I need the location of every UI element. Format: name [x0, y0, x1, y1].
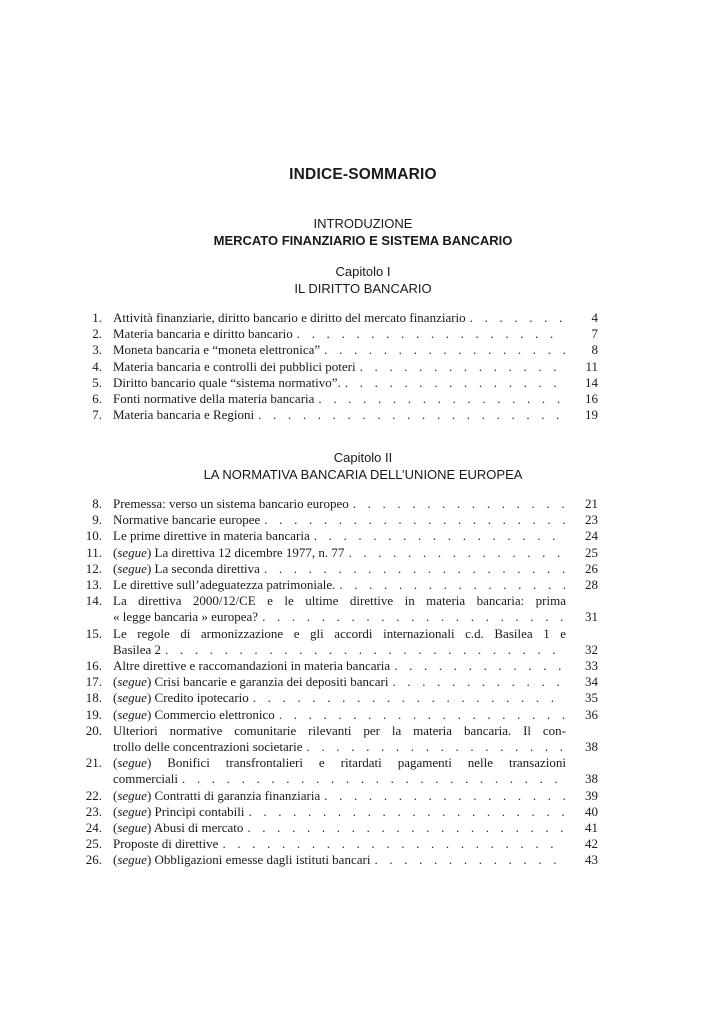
leader-dots	[349, 496, 566, 512]
leader-dots	[293, 326, 566, 342]
leader-dots	[320, 788, 566, 804]
leader-dots	[260, 561, 566, 577]
entry-page: 41	[585, 820, 598, 836]
entry-number: 7.	[92, 407, 102, 423]
entry-title: Altre direttive e raccomandazioni in materia bancaria	[113, 658, 391, 674]
toc-entry[interactable]	[84, 626, 598, 658]
entry-page: 23	[585, 512, 598, 528]
toc-entry[interactable]	[84, 593, 598, 625]
segue-label: segue	[117, 706, 147, 722]
chapter-2-title: LA NORMATIVA BANCARIA DELL’UNIONE EUROPEA	[203, 467, 523, 482]
entry-page: 31	[585, 609, 598, 625]
entry-title: La direttiva 12 dicembre 1977, n. 77	[154, 544, 345, 560]
entry-number: 18.	[85, 690, 102, 706]
entry-title: Moneta bancaria e “moneta elettronica”	[113, 342, 321, 358]
entry-number: 16.	[85, 658, 102, 674]
toc-entry[interactable]: 12. (segue) La seconda direttiva . . . 26	[84, 561, 598, 577]
entry-title-line-1: Bonifici transfrontalieri e ritardati pagamenti nelle transazioni	[167, 755, 566, 771]
entry-title-line-2: commerciali	[113, 771, 178, 787]
segue-label: segue	[117, 560, 147, 576]
toc-entry[interactable]	[84, 342, 598, 358]
entry-title-line-1: Le regole di armonizzazione e gli accordi internazionali c.d. Basilea 1 e	[113, 625, 566, 641]
toc-entry[interactable]	[84, 658, 598, 674]
entry-title-line-2: trollo delle concentrazioni societarie	[113, 739, 303, 755]
page-title: INDICE-SOMMARIO	[289, 166, 437, 183]
entry-title-line-2: Basilea 2	[113, 641, 162, 657]
entry-page: 40	[585, 803, 598, 819]
segue-label: segue	[117, 755, 147, 771]
entry-page: 7	[591, 326, 598, 342]
entry-title: Proposte di direttive	[113, 836, 219, 852]
entry-number: 19.	[85, 706, 102, 722]
chapter-1-label: Capitolo I	[335, 264, 391, 279]
toc-entry[interactable]	[84, 836, 598, 852]
toc-entry[interactable]: 17. (segue) Crisi bancarie e garanzia dei depositi bancari . . . 34	[84, 674, 598, 690]
entry-number: 14.	[85, 593, 102, 609]
leader-dots	[258, 609, 566, 625]
entry-page: 38	[585, 771, 598, 787]
segue-label: segue	[117, 803, 147, 819]
entry-title-line-1: La direttiva 2000/12/CE e le ultime direttive in materia bancaria: prima	[113, 593, 566, 609]
toc-entry[interactable]	[84, 407, 598, 423]
entry-number: 22.	[85, 787, 102, 803]
toc-entry[interactable]: 19. (segue) Commercio elettronico . . . 36	[84, 707, 598, 723]
leader-dots	[356, 359, 566, 375]
entry-number: 13.	[85, 577, 102, 593]
toc-entry[interactable]	[84, 577, 598, 593]
toc-entry[interactable]: 21. (segue) Bonifici transfrontalieri e ritardati pagamenti nelle transazioni commerciali . . . 38	[84, 755, 598, 787]
entry-title: Contratti di garanzia finanziaria	[154, 787, 321, 803]
entry-title: Fonti normative della materia bancaria	[113, 391, 315, 407]
entry-page: 8	[591, 342, 598, 358]
chapter-2-label: Capitolo II	[333, 450, 393, 465]
entry-page: 42	[585, 836, 598, 852]
entry-number: 5.	[92, 374, 102, 390]
leader-dots	[161, 642, 566, 658]
toc-entry[interactable]: 18. (segue) Credito ipotecario . . . 35	[84, 690, 598, 706]
leader-dots	[218, 836, 566, 852]
entry-page: 16	[585, 391, 598, 407]
entry-number: 24.	[85, 820, 102, 836]
leader-dots	[310, 528, 566, 544]
entry-title: Le prime direttive in materia bancaria	[113, 528, 310, 544]
entry-page: 33	[585, 658, 598, 674]
entry-title: Diritto bancario quale “sistema normativo”.	[113, 374, 341, 390]
leader-dots	[388, 674, 566, 690]
entry-page: 35	[585, 690, 598, 706]
toc-entry[interactable]	[84, 375, 598, 391]
chapter-2-toc	[84, 496, 598, 869]
entry-page: 34	[585, 674, 598, 690]
entry-title: Materia bancaria e Regioni	[113, 407, 255, 423]
chapter-1-title: IL DIRITTO BANCARIO	[294, 281, 432, 296]
entry-number: 4.	[92, 358, 102, 374]
leader-dots	[178, 771, 566, 787]
segue-label: segue	[117, 690, 147, 706]
entry-number: 11.	[86, 544, 102, 560]
leader-dots	[341, 375, 566, 391]
segue-label: segue	[117, 787, 147, 803]
entry-number: 10.	[85, 528, 102, 544]
entry-title: Attività finanziarie, diritto bancario e diritto del mercato finanziario	[113, 310, 466, 325]
entry-title-line-2: « legge bancaria » europea?	[113, 609, 259, 625]
entry-page: 4	[591, 310, 598, 325]
leader-dots	[303, 739, 567, 755]
toc-entry[interactable]: 23. (segue) Principi contabili . . . 40	[84, 804, 598, 820]
leader-dots	[390, 658, 566, 674]
introduction-title: MERCATO FINANZIARIO E SISTEMA BANCARIO	[213, 233, 513, 248]
toc-entry[interactable]: 22. (segue) Contratti di garanzia finanziaria . . . 39	[84, 788, 598, 804]
entry-title: Normative bancarie europee	[113, 512, 261, 528]
entry-page: 25	[585, 544, 598, 560]
entry-page: 11	[585, 358, 598, 374]
entry-title: Crisi bancarie e garanzia dei depositi bancari	[154, 674, 389, 690]
entry-title: La seconda direttiva	[154, 560, 260, 576]
entry-page: 39	[585, 787, 598, 803]
entry-title: Materia bancaria e controlli dei pubblici poteri	[113, 358, 356, 374]
toc-entry[interactable]	[84, 528, 598, 544]
entry-title: Materia bancaria e diritto bancario	[113, 326, 293, 342]
entry-title: Principi contabili	[154, 803, 245, 819]
toc-entry[interactable]: 24. (segue) Abusi di mercato . . . 41	[84, 820, 598, 836]
leader-dots	[243, 820, 566, 836]
entry-number: 3.	[92, 342, 102, 358]
entry-number: 15.	[85, 625, 102, 641]
entry-number: 26.	[85, 852, 102, 868]
entry-number: 1.	[92, 310, 102, 325]
leader-dots	[370, 852, 566, 868]
entry-number: 2.	[92, 326, 102, 342]
entry-title: Le direttive sull’adeguatezza patrimoniale.	[113, 577, 336, 593]
entry-title: Abusi di mercato	[153, 820, 244, 836]
entry-page: 21	[585, 496, 598, 511]
entry-title: Premessa: verso un sistema bancario europeo	[113, 496, 349, 511]
segue-label: segue	[117, 544, 147, 560]
entry-number: 6.	[92, 391, 102, 407]
segue-label: segue	[117, 820, 147, 836]
entry-page: 24	[585, 528, 598, 544]
leader-dots	[335, 577, 566, 593]
leader-dots	[320, 342, 566, 358]
leader-dots	[344, 545, 566, 561]
entry-title-line-1: Ulteriori normative comunitarie rilevanti per la materia bancaria. Il con-	[113, 722, 566, 738]
entry-page: 26	[585, 560, 598, 576]
leader-dots	[254, 407, 566, 423]
entry-number: 21.	[85, 755, 102, 771]
entry-title: Obbligazioni emesse dagli istituti bancari	[154, 852, 371, 868]
chapter-1-toc	[84, 310, 598, 423]
entry-page: 14	[585, 374, 598, 390]
toc-entry[interactable]	[84, 512, 598, 528]
entry-title: Commercio elettronico	[154, 706, 275, 722]
leader-dots	[249, 690, 566, 706]
entry-title: Credito ipotecario	[154, 690, 249, 706]
entry-page: 19	[585, 407, 598, 423]
leader-dots	[466, 310, 566, 326]
entry-number: 17.	[85, 674, 102, 690]
leader-dots	[260, 512, 566, 528]
segue-label: segue	[117, 674, 147, 690]
segue-label: segue	[117, 852, 147, 868]
leader-dots	[314, 391, 566, 407]
toc-entry[interactable]: 11. (segue) La direttiva 12 dicembre 1977, n. 77 . . . 25	[84, 545, 598, 561]
toc-entry[interactable]: 26. (segue) Obbligazioni emesse dagli istituti bancari . . . 43	[84, 852, 598, 868]
entry-page: 43	[585, 852, 598, 868]
toc-entry[interactable]	[84, 391, 598, 407]
entry-number: 23.	[85, 803, 102, 819]
toc-entry[interactable]	[84, 496, 598, 512]
leader-dots	[275, 707, 566, 723]
entry-page: 36	[585, 706, 598, 722]
introduction-label: INTRODUZIONE	[313, 216, 413, 231]
leader-dots	[244, 804, 566, 820]
toc-entry[interactable]	[84, 310, 598, 326]
toc-entry[interactable]	[84, 723, 598, 755]
entry-page: 38	[585, 739, 598, 755]
entry-page: 28	[585, 577, 598, 593]
entry-number: 8.	[92, 496, 102, 511]
entry-number: 25.	[85, 836, 102, 852]
toc-entry[interactable]	[84, 359, 598, 375]
entry-number: 20.	[85, 722, 102, 738]
entry-number: 9.	[92, 512, 102, 528]
entry-page: 32	[585, 641, 598, 657]
toc-entry[interactable]	[84, 326, 598, 342]
entry-number: 12.	[85, 560, 102, 576]
